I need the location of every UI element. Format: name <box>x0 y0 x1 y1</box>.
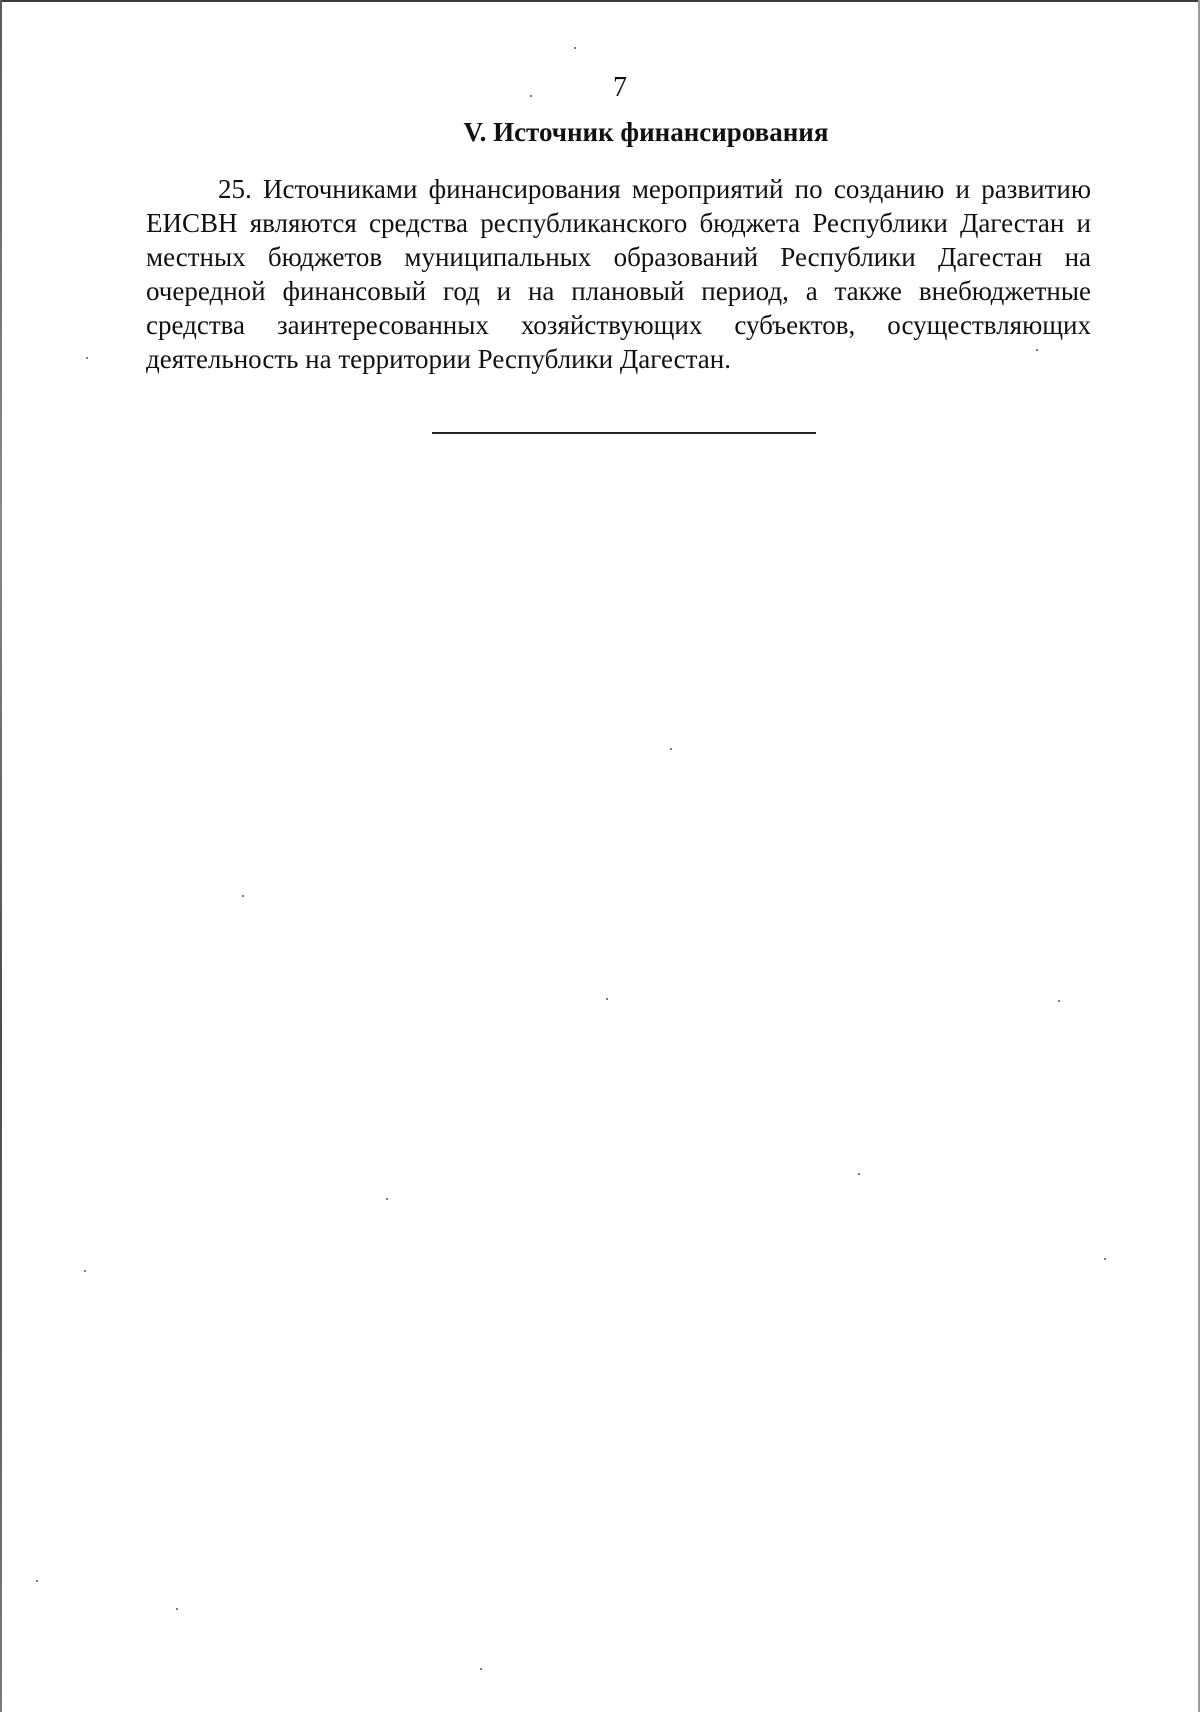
scan-top-edge <box>0 0 1200 2</box>
end-rule <box>432 432 816 434</box>
section-heading: V. Источник финансирования <box>463 117 829 147</box>
scan-left-edge <box>0 0 2 1712</box>
body-paragraph: 25. Источниками финансирования мероприятий по созданию и развитию ЕИСВН являются средства республиканского бюджета Республики Дагестан и местных бюджетов муниципальных образований Республики Дагестан на очередной финансовый год и на плановый период, а также внебюджетные средства заинтересованных хозяйствующих субъектов, осуществляющих деятельность на территории Республики Дагестан. <box>146 174 1091 374</box>
scan-speck <box>36 1580 38 1582</box>
scan-speck <box>1058 1000 1060 1002</box>
page-number: 7 <box>613 72 627 103</box>
scan-speck <box>858 1173 860 1175</box>
scan-speck <box>86 357 88 359</box>
scan-speck <box>480 1668 482 1670</box>
scan-speck <box>242 895 244 897</box>
scan-speck <box>84 1270 86 1272</box>
scan-speck <box>574 47 576 49</box>
scan-speck <box>176 1608 178 1610</box>
scan-speck <box>606 998 608 1000</box>
scan-speck <box>386 1198 388 1200</box>
scan-speck <box>1104 1258 1106 1260</box>
scan-speck <box>670 748 672 750</box>
